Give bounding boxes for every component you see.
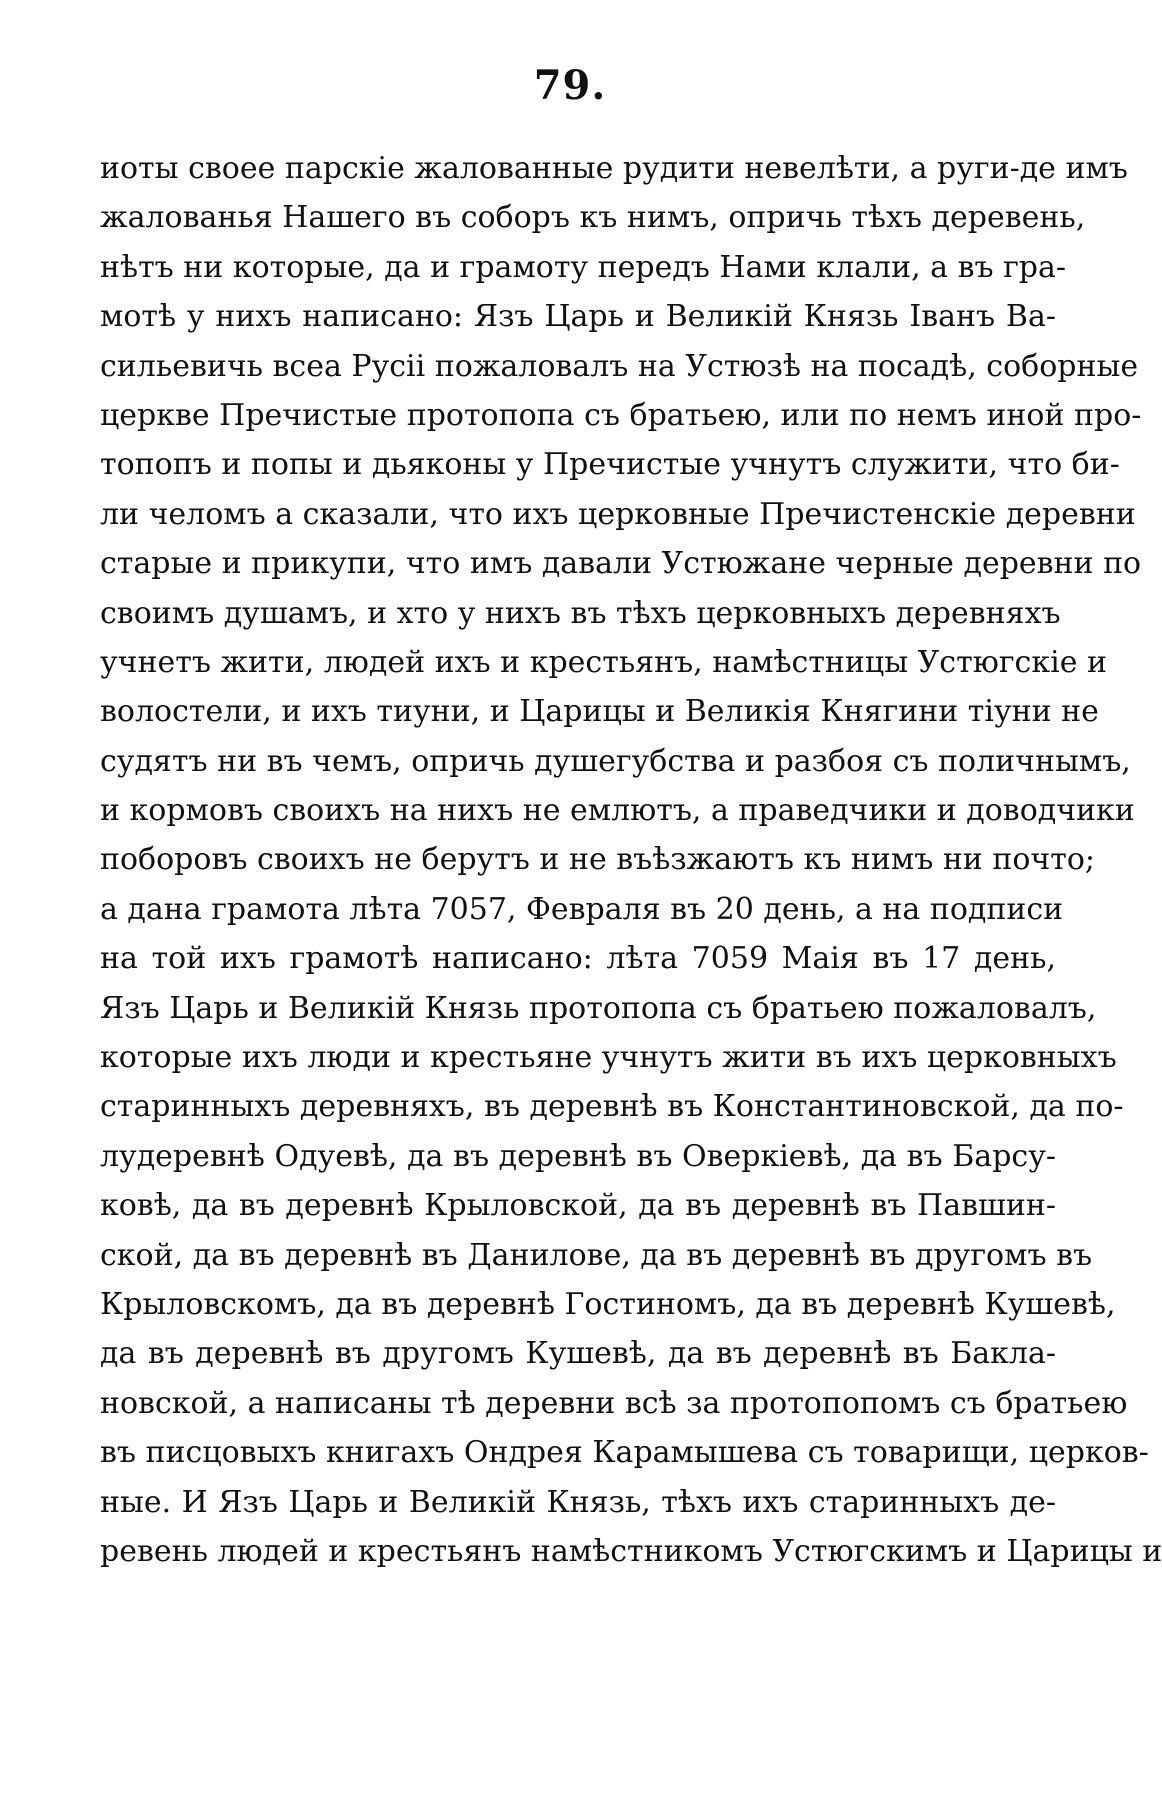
text-line: ли челомъ а сказали, что ихъ церковные Пречистенскіе деревни	[100, 496, 1136, 532]
text-line: которые ихъ люди и крестьяне учнутъ жити въ ихъ церковныхъ	[100, 1040, 1117, 1076]
text-line: Язъ Царь и Великій Князь протопопа съ братьею пожаловалъ,	[100, 990, 1097, 1026]
text-line: а дана грамота лѣта 7057, Февраля въ 20 день, а на подписи	[100, 891, 1064, 927]
text-line: мотѣ у нихъ написано: Язъ Царь и Великій Князь Іванъ Ва-	[100, 299, 1056, 335]
body-text	[100, 144, 1162, 1576]
text-line: да въ деревнѣ въ другомъ Кушевѣ, да въ деревнѣ въ Бакла-	[100, 1336, 1056, 1372]
text-line: Крыловскомъ, да въ деревнѣ Гостиномъ, да въ деревнѣ Кушевѣ,	[100, 1286, 1116, 1322]
text-line: ковѣ, да въ деревнѣ Крыловской, да въ деревнѣ въ Павшин-	[100, 1188, 1056, 1224]
text-line: въ писцовыхъ книгахъ Ондрея Карамышева съ товарищи, церков-	[100, 1435, 1149, 1471]
text-line: поборовъ своихъ не берутъ и не въѣзжаютъ къ нимъ ни почто;	[100, 842, 1095, 878]
text-line: волостели, и ихъ тиуни, и Царицы и Великія Княгини тіуни не	[100, 694, 1099, 730]
text-line: жалованья Нашего въ соборъ къ нимъ, опричь тѣхъ деревень,	[100, 200, 1086, 236]
text-line: на той ихъ грамотѣ написано: лѣта 7059 Маія въ 17 день,	[100, 941, 1056, 977]
text-line: ревень людей и крестьянъ намѣстникомъ Устюгскимъ и Царицы и	[100, 1533, 1162, 1569]
text-line: сильевичь всеа Русіі пожаловалъ на Устюзѣ на посадѣ, соборные	[100, 348, 1139, 384]
text-line: нѣтъ ни которые, да и грамоту передъ Нами клали, а въ гра-	[100, 249, 1067, 285]
text-line: церкве Пречистые протопопа съ братьею, или по немъ иной про-	[100, 397, 1142, 433]
text-line: старые и прикупи, что имъ давали Устюжане черные деревни по	[100, 546, 1142, 582]
text-line: судятъ ни въ чемъ, опричь душегубства и разбоя съ поличнымъ,	[100, 743, 1131, 779]
page-number: 79.	[533, 62, 607, 109]
text-line: иоты своее парскіе жалованные рудити невелѣти, а руги-де имъ	[100, 151, 1128, 186]
text-line: своимъ душамъ, и хто у нихъ въ тѣхъ церковныхъ деревняхъ	[100, 595, 1061, 631]
text-line: ные. И Язъ Царь и Великій Князь, тѣхъ ихъ старинныхъ де-	[100, 1484, 1056, 1520]
text-line: и кормовъ своихъ на нихъ не емлютъ, а праведчики и доводчики	[100, 793, 1135, 829]
text-line: топопъ и попы и дьяконы у Пречистые учнутъ служити, что би-	[100, 447, 1120, 483]
text-line: новской, а написаны тѣ деревни всѣ за протопопомъ съ братьею	[100, 1385, 1128, 1421]
text-line: учнетъ жити, людей ихъ и крестьянъ, намѣстницы Устюгскіе и	[100, 644, 1107, 680]
text-line: лудеревнѣ Одуевѣ, да въ деревнѣ въ Оверкіевѣ, да въ Барсу-	[100, 1138, 1056, 1174]
text-line: ской, да въ деревнѣ въ Данилове, да въ деревнѣ въ другомъ въ	[100, 1237, 1093, 1273]
text-line: старинныхъ деревняхъ, въ деревнѣ въ Константиновской, да по-	[100, 1089, 1124, 1125]
